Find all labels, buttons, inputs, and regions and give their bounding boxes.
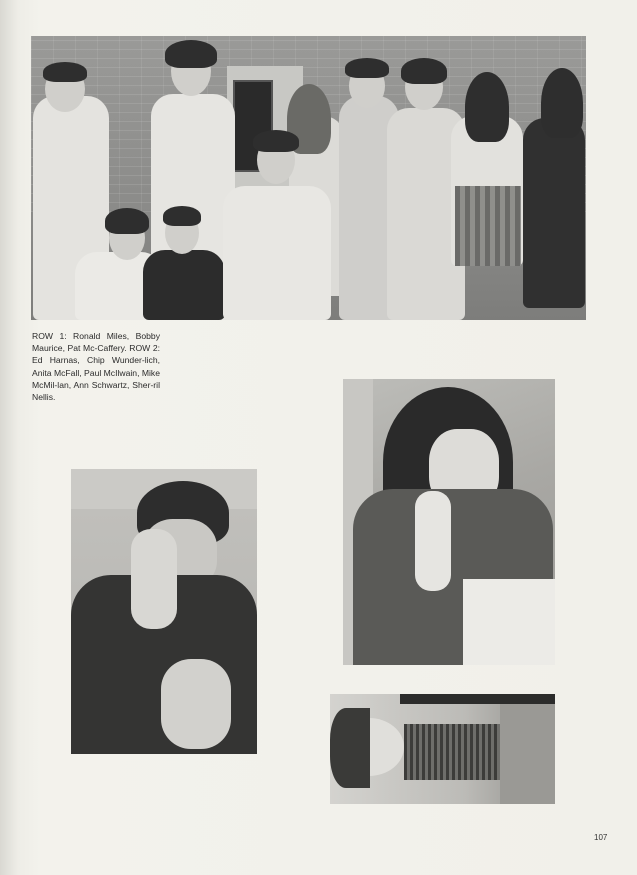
boy-hand bbox=[131, 529, 177, 629]
boy-covering-face-photo bbox=[71, 469, 257, 754]
person-figure bbox=[223, 186, 331, 320]
plaid-skirt bbox=[455, 186, 521, 266]
person-hair bbox=[165, 40, 217, 68]
person-hair bbox=[163, 206, 201, 226]
page-number: 107 bbox=[594, 833, 608, 842]
person-hair bbox=[345, 58, 389, 78]
person-hair bbox=[253, 130, 299, 152]
background-panel bbox=[500, 704, 555, 804]
person-hair bbox=[465, 72, 509, 142]
girl-hand bbox=[415, 491, 451, 591]
person-figure bbox=[143, 250, 225, 320]
striped-dress bbox=[404, 724, 514, 780]
girl-on-phone-photo bbox=[343, 379, 555, 665]
person-hair bbox=[541, 68, 583, 138]
shelf-edge bbox=[400, 694, 555, 704]
person-hair bbox=[105, 208, 149, 234]
person-hair bbox=[43, 62, 87, 82]
rotated-girl-photo bbox=[330, 694, 555, 804]
boy-arm bbox=[161, 659, 231, 749]
paper-sheet bbox=[463, 579, 555, 665]
photo-caption: ROW 1: Ronald Miles, Bobby Maurice, Pat Mc-Caffery. ROW 2: Ed Harnas, Chip Wunder-lich, Anita McFall, Paul McIlwain, Mike McMil-lan, Ann Schwartz, Sher-ril Nellis. bbox=[32, 331, 160, 403]
person-hair bbox=[401, 58, 447, 84]
group-photo bbox=[31, 36, 586, 320]
girl-hair bbox=[330, 708, 370, 788]
person-figure bbox=[523, 118, 585, 308]
